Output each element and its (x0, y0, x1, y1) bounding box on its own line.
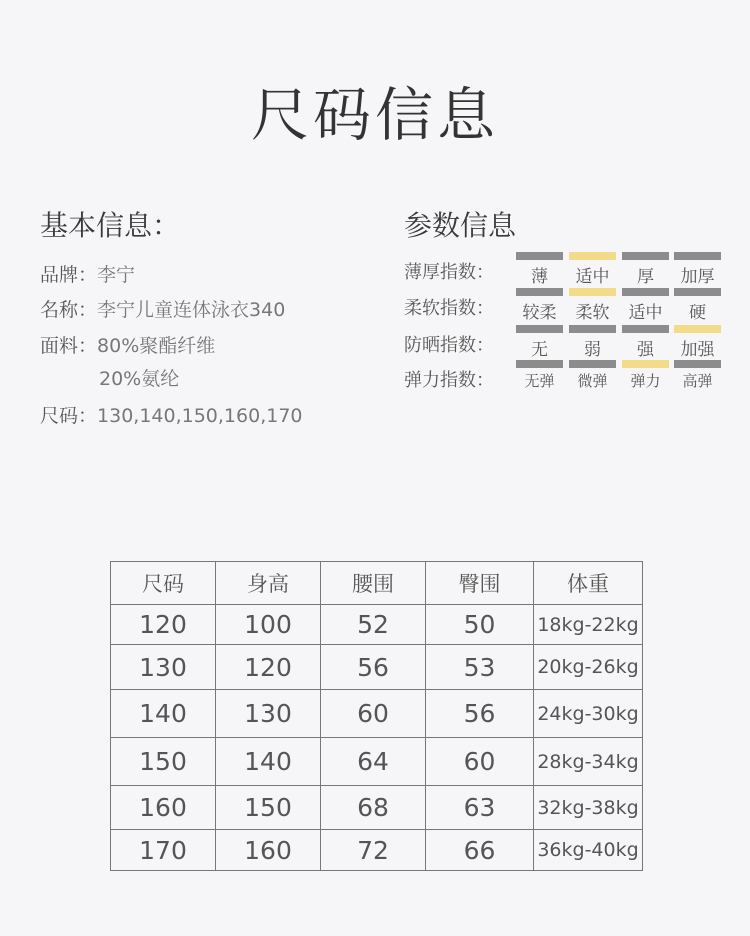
param-option-label: 硬 (689, 303, 706, 323)
table-cell: 160 (216, 830, 321, 871)
indicator-bar (569, 325, 616, 333)
header-weight: 体重 (534, 562, 643, 605)
table-cell: 56 (321, 645, 426, 690)
table-cell: 140 (216, 738, 321, 786)
brand-row (40, 260, 135, 287)
table-cell: 64 (321, 738, 426, 786)
size-row (40, 401, 303, 428)
indicator-bar (622, 252, 669, 260)
table-cell: 53 (426, 645, 534, 690)
fabric-label: 面料： (40, 335, 98, 357)
param-row-label: 弹力指数： (404, 370, 494, 391)
table-row (111, 645, 643, 690)
table-cell: 100 (216, 605, 321, 645)
basic-info-heading: 基本信息： (40, 209, 181, 242)
fabric-value-2: 20%氨纶 (99, 368, 180, 390)
param-option-label: 薄 (531, 267, 548, 287)
fabric-row-2 (99, 364, 179, 391)
table-cell: 56 (426, 690, 534, 738)
param-option-label: 适中 (628, 303, 663, 323)
table-row (111, 605, 643, 645)
indicator-bar (622, 288, 669, 296)
indicator-bar (674, 252, 721, 260)
table-cell: 66 (426, 830, 534, 871)
param-option-label: 加厚 (680, 267, 715, 287)
name-row (40, 295, 285, 322)
param-option-selected (569, 288, 616, 323)
table-cell: 28kg-34kg (534, 738, 643, 786)
param-option (622, 288, 669, 323)
name-label: 名称： (40, 299, 98, 321)
table-cell: 50 (426, 605, 534, 645)
param-option-label: 较柔 (522, 303, 557, 323)
table-cell: 60 (321, 690, 426, 738)
param-option-selected (569, 252, 616, 287)
header-size: 尺码 (111, 562, 216, 605)
table-cell: 18kg-22kg (534, 605, 643, 645)
table-row (111, 786, 643, 830)
param-option-label: 厚 (637, 267, 654, 287)
param-option-label: 强 (637, 340, 654, 360)
table-cell: 63 (426, 786, 534, 830)
table-cell: 170 (111, 830, 216, 871)
header-hip: 臀围 (426, 562, 534, 605)
table-cell: 68 (321, 786, 426, 830)
param-option (622, 252, 669, 287)
param-option (622, 325, 669, 360)
param-option-label: 弹力 (630, 372, 661, 390)
param-option-label: 加强 (680, 340, 715, 360)
param-option (516, 252, 563, 287)
param-option-label: 高弹 (682, 372, 713, 390)
brand-label: 品牌： (40, 264, 98, 286)
param-option-label: 无 (531, 340, 548, 360)
table-cell: 120 (111, 605, 216, 645)
param-row-label: 防晒指数： (404, 335, 494, 356)
table-cell: 72 (321, 830, 426, 871)
table-cell: 140 (111, 690, 216, 738)
header-height: 身高 (216, 562, 321, 605)
param-option (569, 325, 616, 360)
size-table (110, 561, 643, 871)
indicator-bar (569, 288, 616, 296)
table-cell: 120 (216, 645, 321, 690)
param-option-selected (674, 325, 721, 360)
param-option-label: 适中 (575, 267, 610, 287)
size-label: 尺码： (40, 405, 98, 427)
size-value: 130,140,150,160,170 (97, 405, 303, 427)
indicator-bar (674, 360, 721, 368)
indicator-bar (516, 360, 563, 368)
table-cell: 150 (111, 738, 216, 786)
param-option (674, 360, 721, 391)
indicator-bar (569, 360, 616, 368)
param-option-label: 弱 (584, 340, 601, 360)
param-option-label: 无弹 (524, 372, 555, 390)
table-cell: 32kg-38kg (534, 786, 643, 830)
param-info-heading: 参数信息 (404, 209, 517, 242)
table-cell: 60 (426, 738, 534, 786)
param-option-label: 微弹 (577, 372, 608, 390)
param-option (674, 252, 721, 287)
indicator-bar (569, 252, 616, 260)
table-cell: 130 (216, 690, 321, 738)
param-option (516, 325, 563, 360)
table-row (111, 830, 643, 871)
table-cell: 160 (111, 786, 216, 830)
param-row-label: 薄厚指数： (404, 262, 494, 283)
table-cell: 150 (216, 786, 321, 830)
indicator-bar (516, 252, 563, 260)
param-option (516, 288, 563, 323)
fabric-row (40, 331, 215, 358)
size-table-header-row (111, 562, 643, 605)
param-option-selected (622, 360, 669, 391)
indicator-bar (516, 325, 563, 333)
indicator-bar (674, 288, 721, 296)
brand-value: 李宁 (97, 264, 136, 286)
table-cell: 36kg-40kg (534, 830, 643, 871)
table-cell: 24kg-30kg (534, 690, 643, 738)
table-row (111, 738, 643, 786)
page-title: 尺码信息 (250, 81, 499, 149)
name-value: 李宁儿童连体泳衣340 (97, 299, 286, 321)
table-row (111, 690, 643, 738)
indicator-bar (622, 325, 669, 333)
table-cell: 20kg-26kg (534, 645, 643, 690)
indicator-bar (622, 360, 669, 368)
param-row-label: 柔软指数： (404, 298, 494, 319)
fabric-value-1: 80%聚酯纤维 (97, 335, 216, 357)
indicator-bar (674, 325, 721, 333)
param-option (569, 360, 616, 391)
table-cell: 130 (111, 645, 216, 690)
param-option-label: 柔软 (575, 303, 610, 323)
param-option (516, 360, 563, 391)
param-option (674, 288, 721, 323)
indicator-bar (516, 288, 563, 296)
table-cell: 52 (321, 605, 426, 645)
header-waist: 腰围 (321, 562, 426, 605)
